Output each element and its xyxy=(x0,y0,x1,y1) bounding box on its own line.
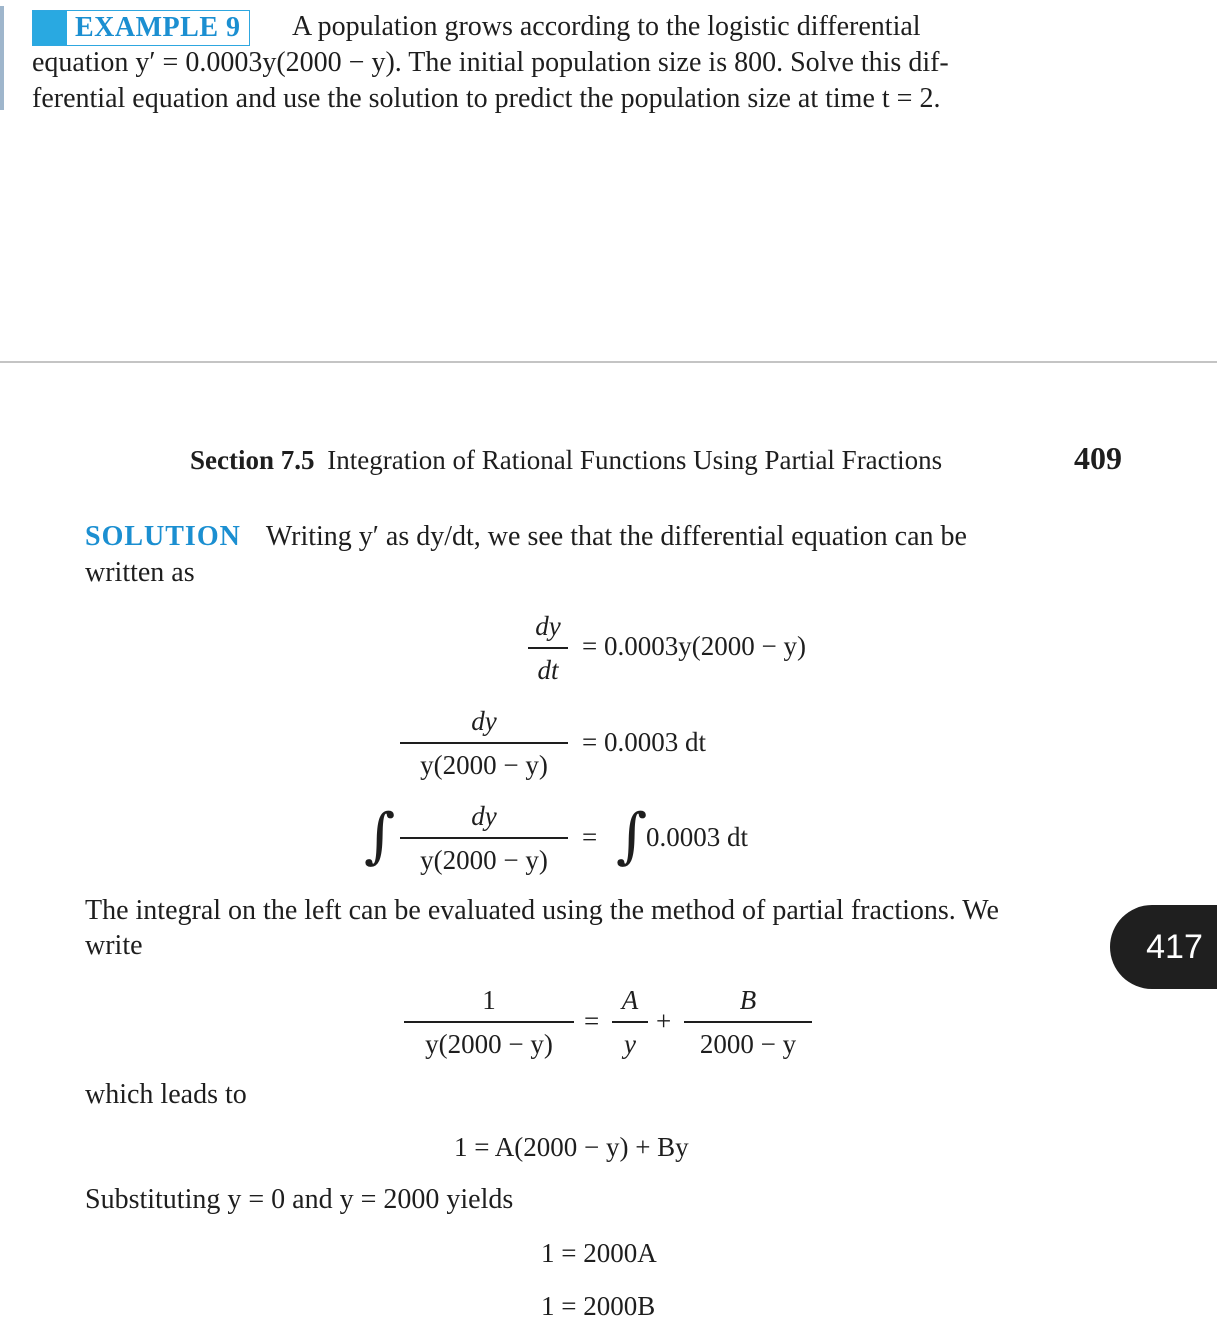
eq4-fraction-bar xyxy=(404,1021,574,1023)
eq2-rhs: = 0.0003 dt xyxy=(582,727,706,757)
eq3-numerator: dy xyxy=(471,801,497,831)
eq4-denominator: y(2000 − y) xyxy=(425,1029,553,1059)
running-header xyxy=(190,444,942,476)
eq1-rhs: = 0.0003y(2000 − y) xyxy=(582,631,806,661)
solution-intro-line1 xyxy=(85,520,967,554)
page-number: 409 xyxy=(1074,440,1122,476)
eq1-numerator: dy xyxy=(535,611,561,641)
left-margin-bar xyxy=(0,6,4,110)
solution-intro-text: Writing y′ as dy/dt, we see that the differential equation can be xyxy=(265,521,967,552)
eq1-denominator: dt xyxy=(537,655,559,685)
partial-fractions-line1: The integral on the left can be evaluated using the method of partial fractions. We xyxy=(85,895,999,926)
solution-label: SOLUTION xyxy=(85,521,241,552)
partial-fractions-line2: write xyxy=(85,930,143,961)
example-text-line3: ferential equation and use the solution to predict the population size at time t = 2. xyxy=(32,83,941,114)
eq4-numerator: 1 xyxy=(482,985,496,1015)
eq2-denominator: y(2000 − y) xyxy=(420,750,548,780)
example-text-line1: A population grows according to the logistic differential xyxy=(292,11,921,42)
example-label: EXAMPLE 9 xyxy=(75,12,241,43)
example-badge-block xyxy=(33,11,67,45)
example-badge xyxy=(32,10,250,46)
leads-to-text: which leads to xyxy=(85,1079,247,1110)
eq4-b-denominator: 2000 − y xyxy=(699,1029,797,1059)
eq6: 1 = 2000A xyxy=(541,1238,657,1268)
substituting-text: Substituting y = 0 and y = 2000 yields xyxy=(85,1184,514,1215)
eq3-fraction xyxy=(400,800,568,876)
eq4-fraction-a xyxy=(612,984,648,1060)
eq2-fraction xyxy=(400,705,568,781)
eq4-b-numerator: B xyxy=(739,985,757,1015)
eq5: 1 = A(2000 − y) + By xyxy=(454,1132,689,1162)
eq1-fraction xyxy=(528,610,568,686)
eq4-a-denominator: y xyxy=(624,1029,636,1059)
section-title: Integration of Rational Functions Using Partial Fractions xyxy=(327,445,943,475)
eq4-fraction-left xyxy=(404,984,574,1060)
eq1-fraction-bar xyxy=(528,647,568,649)
eq4-fraction-b xyxy=(684,984,812,1060)
eq3-equals: = xyxy=(582,822,598,852)
eq2-fraction-bar xyxy=(400,742,568,744)
example-text-line2: equation y′ = 0.0003y(2000 − y). The initial population size is 800. Solve this dif- xyxy=(32,47,949,78)
eq4-a-numerator: A xyxy=(621,985,639,1015)
page-count-badge[interactable]: 417 xyxy=(1110,905,1217,989)
eq7: 1 = 2000B xyxy=(541,1291,656,1321)
eq3-integral-right: ∫ xyxy=(616,801,648,871)
eq4-equals: = xyxy=(584,1006,600,1036)
solution-intro-line2: written as xyxy=(85,557,195,588)
page-divider xyxy=(0,361,1217,363)
eq2-numerator: dy xyxy=(471,706,497,736)
section-number: Section 7.5 xyxy=(190,445,315,475)
eq3-denominator: y(2000 − y) xyxy=(420,845,548,875)
eq4-b-fraction-bar xyxy=(684,1021,812,1023)
eq3-integral-left: ∫ xyxy=(364,801,396,871)
eq3-fraction-bar xyxy=(400,837,568,839)
eq4-plus: + xyxy=(656,1006,672,1036)
eq3-rhs: 0.0003 dt xyxy=(646,822,749,852)
eq4-a-fraction-bar xyxy=(612,1021,648,1023)
